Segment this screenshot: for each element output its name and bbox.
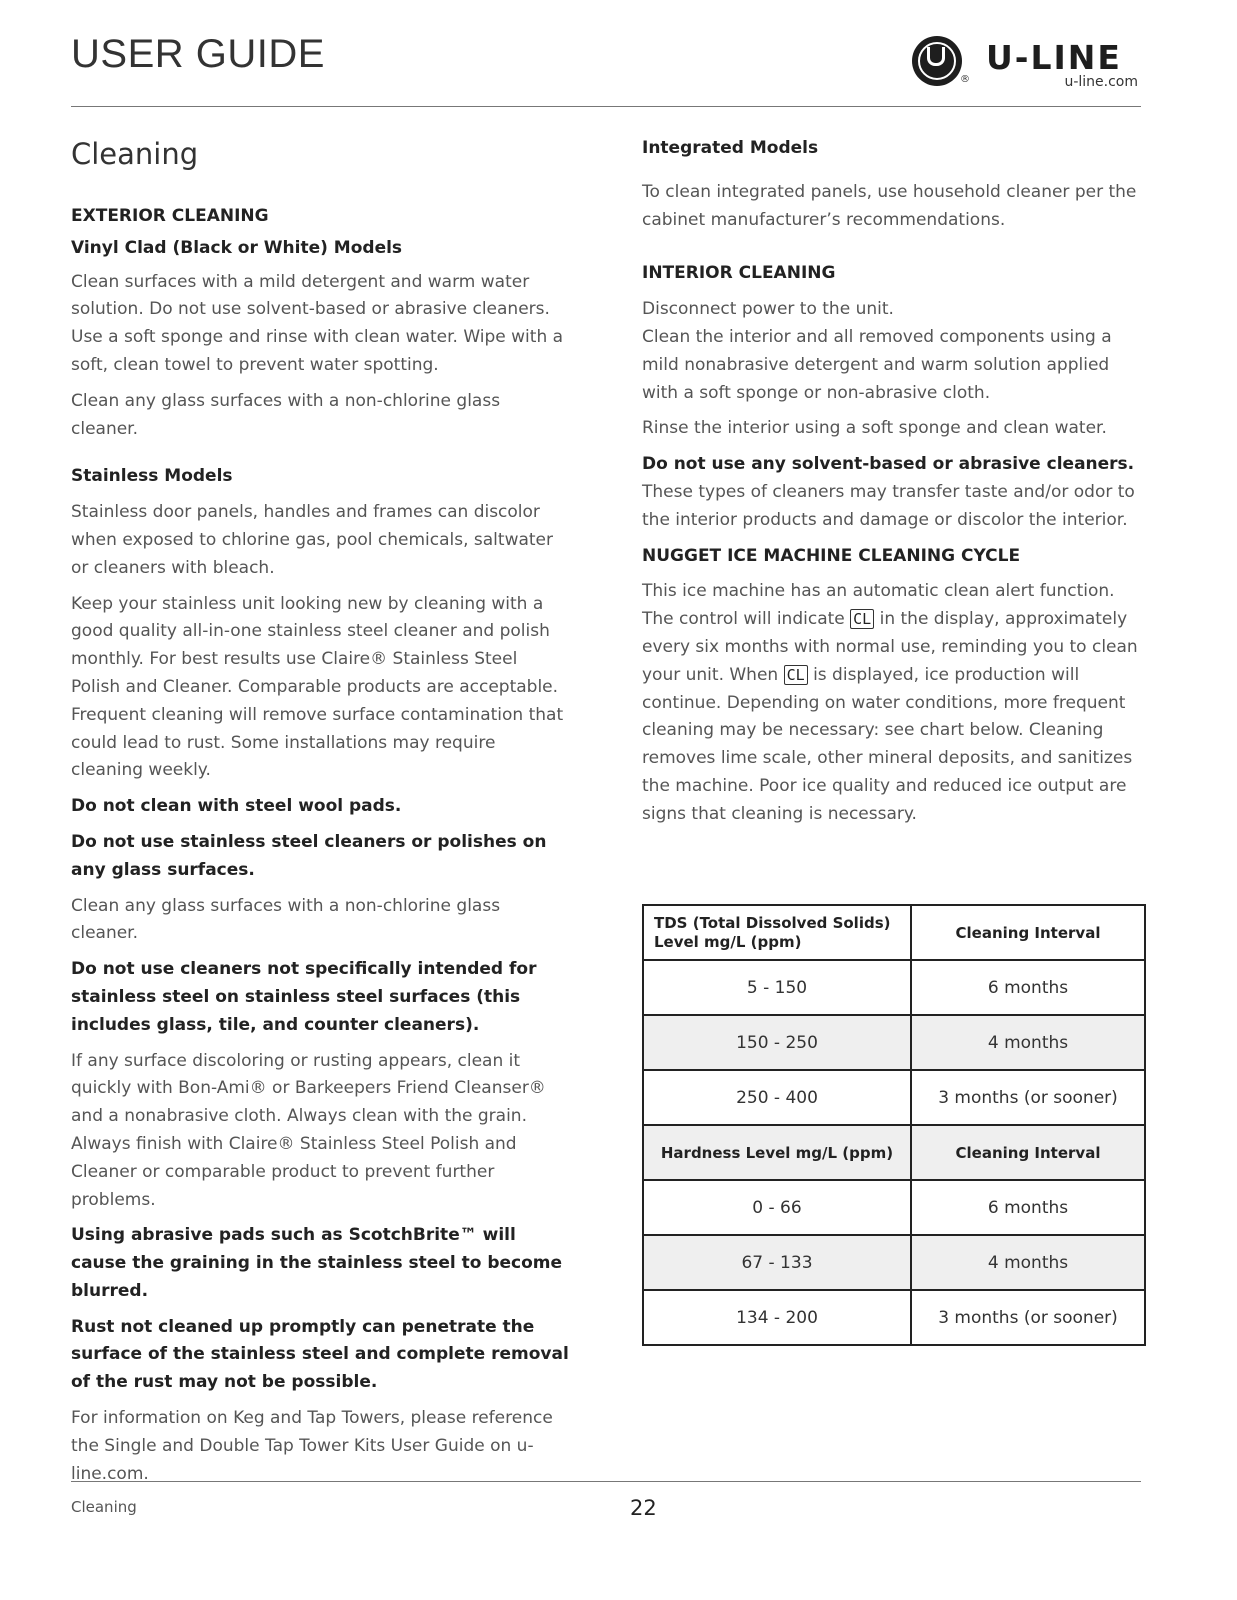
left-column [71,137,571,1496]
interior-warning-paragraph [642,451,1147,534]
table-cell-level: 134 - 200 [643,1290,911,1345]
table-row [643,1070,1145,1125]
table-row [643,1235,1145,1290]
page-number: 22 [630,1496,657,1520]
warning-nonspecific-cleaners: Do not use cleaners not specifically intended for stainless steel on stainless steel surfaces (this includes glass, tile, and counter cleaners). [71,959,537,1035]
registered-mark: ® [960,74,970,85]
warning-steel-wool: Do not clean with steel wool pads. [71,796,402,817]
interior-warning-bold: Do not use any solvent-based or abrasive cleaners. [642,454,1135,475]
interior-warning-rest: These types of cleaners may transfer taste and/or odor to the interior products and damage or discolor the interior. [642,481,1135,530]
logo-circle-icon [912,36,962,86]
table-cell-interval: 3 months (or sooner) [911,1070,1145,1125]
right-column [642,135,1147,837]
page-header-title: USER GUIDE [71,32,325,76]
nugget-ice-heading: NUGGET ICE MACHINE CLEANING CYCLE [642,545,1021,566]
header-divider [71,106,1141,107]
table-row [643,1290,1145,1345]
table-cell-interval: 6 months [911,960,1145,1015]
stainless-paragraph-1: Stainless door panels, handles and frames can discolor when exposed to chlorine gas, pool chemicals, saltwater or cleaners with bleach. [71,502,554,578]
interval-header-cell: Cleaning Interval [911,905,1145,960]
table-cell-level: 67 - 133 [643,1235,911,1290]
footer-section-label: Cleaning [71,1498,137,1516]
table-cell-level: 250 - 400 [643,1070,911,1125]
stainless-models-heading: Stainless Models [71,466,233,487]
stainless-paragraph-2: Keep your stainless unit looking new by cleaning with a good quality all-in-one stainless steel cleaner and polish monthly. For best results use Claire® Stainless Steel Polish and Cleaner. Comparable products are acceptable. Frequent cleaning will remove surface contamination that could lead to rust. Some installations may require cleaning weekly. [71,593,564,781]
integrated-models-heading: Integrated Models [642,138,819,158]
tds-header-cell: TDS (Total Dissolved Solids) Level mg/L (ppm) [643,905,911,960]
table-cell-interval: 6 months [911,1180,1145,1235]
footer-divider [71,1481,1141,1482]
u-line-logo [912,34,1142,94]
rust-paragraph: If any surface discoloring or rusting appears, clean it quickly with Bon-Ami® or Barkeepers Friend Cleanser® and a nonabrasive cloth. Always clean with the grain. Always finish with Claire® Stainless Steel Polish and Cleaner or comparable product to prevent further problems. [71,1050,546,1210]
interior-paragraph-2: Rinse the interior using a soft sponge and clean water. [642,418,1107,439]
table-row [643,960,1145,1015]
integrated-paragraph: To clean integrated panels, use household cleaner per the cabinet manufacturer’s recommendations. [642,181,1137,230]
vinyl-paragraph-1: Clean surfaces with a mild detergent and warm water solution. Do not use solvent-based or abrasive cleaners. Use a soft sponge and rinse with clean water. Wipe with a soft, clean towel to prevent water spotting. [71,271,564,375]
nugget-ice-paragraph [642,578,1147,828]
exterior-cleaning-heading: EXTERIOR CLEANING [71,206,269,226]
table-cell-level: 5 - 150 [643,960,911,1015]
cleaning-interval-table [642,904,1146,1346]
nugget-text-3: is displayed, ice production will continue. Depending on water conditions, more frequent cleaning may be necessary: see chart below. Cleaning removes lime scale, other mineral deposits, and sanitizes the machine. Poor ice quality and reduced ice output are signs that cleaning is necessary. [642,664,1133,824]
vinyl-models-heading: Vinyl Clad (Black or White) Models [71,237,403,258]
table-cell-interval: 4 months [911,1235,1145,1290]
warning-glass-polish: Do not use stainless steel cleaners or polishes on any glass surfaces. [71,831,547,880]
warning-abrasive-pads: Using abrasive pads such as ScotchBrite™ will cause the graining in the stainless steel to become blurred. [71,1225,563,1301]
cl-display-icon: CL [850,609,874,629]
table-cell-level: 0 - 66 [643,1180,911,1235]
table-row [643,1180,1145,1235]
logo-url: u-line.com [1064,74,1138,90]
warning-rust: Rust not cleaned up promptly can penetrate the surface of the stainless steel and complete removal of the rust may not be possible. [71,1316,569,1393]
interior-paragraph-1 [642,296,1147,407]
hardness-header-cell: Hardness Level mg/L (ppm) [643,1125,911,1180]
nugget-text-1: This ice machine has an automatic clean alert function. The control will indicate [642,581,1115,630]
glass-cleaner-paragraph: Clean any glass surfaces with a non-chlorine glass cleaner. [71,895,501,944]
table-row [643,1015,1145,1070]
tap-tower-info-paragraph: For information on Keg and Tap Towers, please reference the Single and Double Tap Tower Kits User Guide on u-line.com. [71,1408,553,1484]
table-cell-level: 150 - 250 [643,1015,911,1070]
vinyl-paragraph-2: Clean any glass surfaces with a non-chlorine glass cleaner. [71,390,501,439]
interior-clean-text: Clean the interior and all removed components using a mild nonabrasive detergent and warm solution applied with a soft sponge or non-abrasive cloth. [642,326,1112,403]
table-cell-interval: 3 months (or sooner) [911,1290,1145,1345]
table-header-row [643,1125,1145,1180]
table-cell-interval: 4 months [911,1015,1145,1070]
logo-wordmark: U-LINE [986,38,1122,77]
interior-cleaning-heading: INTERIOR CLEANING [642,263,836,284]
cl-display-icon: CL [784,665,808,685]
section-title: Cleaning [71,137,199,171]
disconnect-power-text: Disconnect power to the unit. [642,299,894,320]
nugget-text-2: in the display, approximately every six months with normal use, reminding you to clean your unit. When [642,609,1138,685]
table-header-row [643,905,1145,960]
interval-header-cell: Cleaning Interval [911,1125,1145,1180]
